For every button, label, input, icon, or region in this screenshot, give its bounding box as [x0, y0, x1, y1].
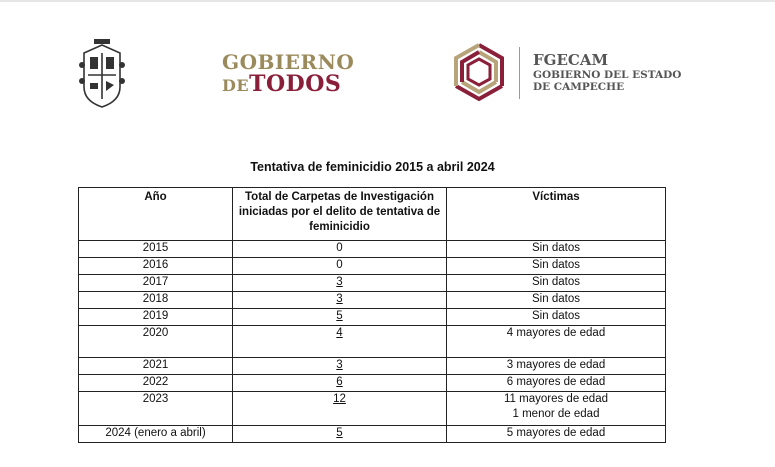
- fgecam-hexagon-icon: [448, 41, 510, 103]
- cell-victims: 4 mayores de edad: [447, 326, 666, 358]
- cell-year: 2016: [79, 258, 233, 275]
- cell-total-link[interactable]: 4: [336, 327, 343, 339]
- document-title: Tentativa de feminicidio 2015 a abril 2024: [250, 160, 495, 174]
- top-divider: [0, 0, 775, 2]
- cell-year: 2015: [79, 241, 233, 258]
- cell-victims: Sin datos: [447, 241, 666, 258]
- cell-year: 2017: [79, 275, 233, 292]
- cell-total-link[interactable]: 3: [336, 276, 343, 288]
- campeche-coat-of-arms-icon: [78, 39, 126, 111]
- column-header-total: Total de Carpetas de Investigación iniciadas por el delito de tentativa de feminicidio: [233, 188, 447, 241]
- table-row: [79, 426, 666, 443]
- cell-total-wrap: [233, 358, 447, 375]
- column-header-year: Año: [79, 188, 233, 241]
- cell-total-wrap: [233, 426, 447, 443]
- cell-total-link[interactable]: 3: [336, 293, 343, 305]
- cell-total-link[interactable]: 5: [336, 427, 343, 439]
- table-row: [79, 241, 666, 258]
- cell-year: 2021: [79, 358, 233, 375]
- cell-total-link[interactable]: 6: [336, 376, 343, 388]
- cell-total-wrap: [233, 392, 447, 426]
- cell-year: 2024 (enero a abril): [79, 426, 233, 443]
- cell-victims: 6 mayores de edad: [447, 375, 666, 392]
- cell-victims: Sin datos: [447, 275, 666, 292]
- fgecam-logo-text: [533, 52, 681, 93]
- cell-year: 2023: [79, 392, 233, 426]
- table-row: [79, 392, 666, 426]
- cell-total-link[interactable]: 3: [336, 359, 343, 371]
- column-header-victims: Víctimas: [447, 188, 666, 241]
- table-row: [79, 258, 666, 275]
- cell-victims: 11 mayores de edad: [504, 393, 608, 405]
- fgecam-name: FGECAM: [533, 51, 609, 69]
- data-table: [78, 187, 666, 443]
- fgecam-subtitle-2: DE CAMPECHE: [533, 81, 625, 93]
- table-row: [79, 375, 666, 392]
- cell-victims: Sin datos: [447, 292, 666, 309]
- gobierno-de-todos-logo: [222, 50, 355, 97]
- table-header-row: [79, 188, 666, 241]
- cell-year: 2018: [79, 292, 233, 309]
- cell-total-link[interactable]: 12: [333, 393, 346, 405]
- cell-total-wrap: [233, 292, 447, 309]
- cell-year: 2019: [79, 309, 233, 326]
- cell-victims-wrap: [447, 392, 666, 426]
- cell-total: 0: [233, 241, 447, 258]
- cell-total-wrap: [233, 375, 447, 392]
- logo-line-gobierno: GOBIERNO: [222, 50, 355, 74]
- cell-victims: 5 mayores de edad: [447, 426, 666, 443]
- logo-line-de: DE: [222, 76, 250, 95]
- table-row: [79, 292, 666, 309]
- cell-total-wrap: [233, 275, 447, 292]
- cell-year: 2022: [79, 375, 233, 392]
- table-row: [79, 309, 666, 326]
- cell-victims: Sin datos: [447, 258, 666, 275]
- table-row: [79, 275, 666, 292]
- table-row: [79, 358, 666, 375]
- logo-separator: [519, 47, 520, 99]
- logo-line-todos: TODOS: [249, 71, 342, 97]
- table-row: [79, 326, 666, 358]
- fgecam-subtitle-1: GOBIERNO DEL ESTADO: [533, 69, 682, 81]
- cell-victims: Sin datos: [447, 309, 666, 326]
- cell-victims-extra: 1 menor de edad: [512, 408, 600, 420]
- cell-total-wrap: [233, 326, 447, 358]
- cell-total: 0: [233, 258, 447, 275]
- cell-total-wrap: [233, 309, 447, 326]
- cell-victims: 3 mayores de edad: [447, 358, 666, 375]
- cell-year: 2020: [79, 326, 233, 358]
- cell-total-link[interactable]: 5: [336, 310, 343, 322]
